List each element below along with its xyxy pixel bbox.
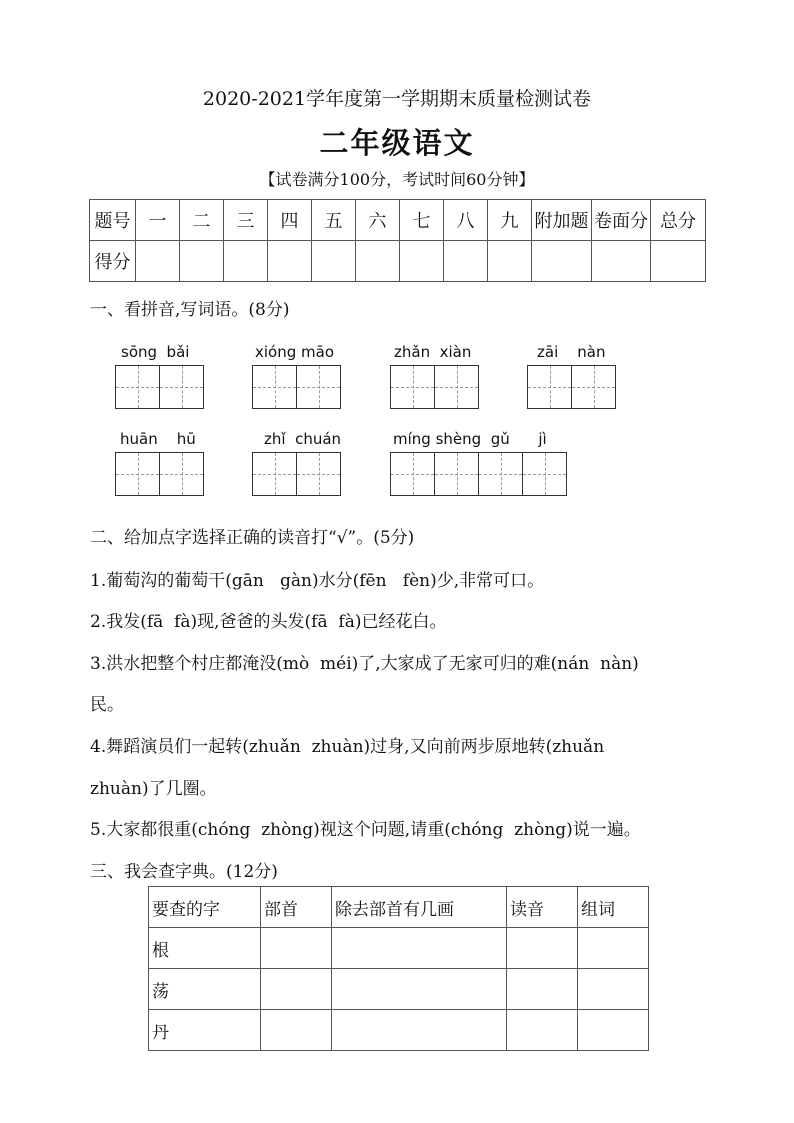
writing-box[interactable] [296,365,341,409]
score-cell[interactable] [136,241,180,282]
dictionary-char: 根 [149,928,261,969]
pinyin-label: huān hū [120,430,196,448]
writing-grid[interactable] [390,452,567,496]
score-cell[interactable] [180,241,224,282]
writing-box[interactable] [478,452,523,496]
writing-box[interactable] [115,452,160,496]
question-2: 2.我发(fā fà)现,爸爸的头发(fā fà)已经花白。 [90,612,447,632]
answer-cell[interactable] [332,969,507,1010]
score-cell[interactable] [444,241,488,282]
dictionary-column-header: 要查的字 [149,887,261,928]
pinyin-label: zhǎn xiàn [394,343,472,361]
writing-box[interactable] [434,365,479,409]
writing-grid[interactable] [390,365,479,409]
answer-cell[interactable] [261,969,332,1010]
answer-cell[interactable] [578,1010,649,1051]
exam-subtitle: 2020-2021学年度第一学期期末质量检测试卷 [202,88,592,110]
table-row [149,1010,649,1051]
question-1: 1.葡萄沟的葡萄干(gān gàn)水分(fēn fèn)少,非常可口。 [90,571,545,591]
writing-box[interactable] [159,452,204,496]
score-cell[interactable] [532,241,592,282]
score-row-label: 得分 [90,241,136,282]
section1-heading: 一、看拼音,写词语。(8分) [90,300,290,320]
score-header-cell: 七 [400,200,444,241]
question-3-line2: 民。 [90,695,124,715]
answer-cell[interactable] [507,969,578,1010]
pinyin-label: zāi nàn [537,343,606,361]
writing-grid[interactable] [115,452,204,496]
writing-box[interactable] [390,452,435,496]
writing-box[interactable] [434,452,479,496]
score-header-cell: 题号 [90,200,136,241]
score-header-cell: 三 [224,200,268,241]
score-header-cell: 二 [180,200,224,241]
score-cell[interactable] [312,241,356,282]
writing-box[interactable] [522,452,567,496]
score-cell[interactable] [592,241,651,282]
writing-box[interactable] [390,365,435,409]
exam-note: 【试卷满分100分，考试时间60分钟】 [259,170,535,189]
writing-box[interactable] [571,365,616,409]
score-cell[interactable] [400,241,444,282]
score-cell[interactable] [224,241,268,282]
answer-cell[interactable] [261,1010,332,1051]
score-header-cell: 总分 [651,200,706,241]
score-header-cell: 九 [488,200,532,241]
score-table-score-row [90,241,706,282]
pinyin-label: sōng bǎi [121,343,190,361]
dictionary-table [148,886,649,1051]
score-cell[interactable] [488,241,532,282]
section3-heading: 三、我会查字典。(12分) [90,862,278,882]
pinyin-label: zhǐ chuán [264,430,342,448]
pinyin-label: míng shèng gǔ jì [393,430,547,448]
exam-title: 二年级语文 [319,126,475,160]
writing-box[interactable] [252,452,297,496]
pinyin-label: xióng māo [255,343,334,361]
answer-cell[interactable] [507,928,578,969]
score-cell[interactable] [651,241,706,282]
question-4-line1: 4.舞蹈演员们一起转(zhuǎn zhuàn)过身,又向前两步原地转(zhuǎn [90,737,605,757]
score-cell[interactable] [268,241,312,282]
dictionary-header-row [149,887,649,928]
writing-box[interactable] [296,452,341,496]
writing-box[interactable] [527,365,572,409]
writing-grid[interactable] [527,365,616,409]
writing-box[interactable] [252,365,297,409]
answer-cell[interactable] [261,928,332,969]
dictionary-column-header: 组词 [578,887,649,928]
answer-cell[interactable] [332,1010,507,1051]
score-table [89,199,706,282]
answer-cell[interactable] [332,928,507,969]
score-header-cell: 八 [444,200,488,241]
question-5: 5.大家都很重(chóng zhòng)视这个问题,请重(chóng zhòng)说一遍。 [90,820,641,840]
writing-box[interactable] [159,365,204,409]
score-cell[interactable] [356,241,400,282]
table-row [149,928,649,969]
question-4-line2: zhuàn)了几圈。 [90,779,217,799]
score-header-cell: 一 [136,200,180,241]
dictionary-char: 丹 [149,1010,261,1051]
score-header-cell: 卷面分 [592,200,651,241]
question-3-line1: 3.洪水把整个村庄都淹没(mò méi)了,大家成了无家可归的难(nán nàn) [90,654,639,674]
section2-heading: 二、给加点字选择正确的读音打“√”。(5分) [90,528,415,548]
score-table-header-row [90,200,706,241]
score-header-cell: 附加题 [532,200,592,241]
score-header-cell: 五 [312,200,356,241]
table-row [149,969,649,1010]
dictionary-column-header: 读音 [507,887,578,928]
dictionary-column-header: 部首 [261,887,332,928]
score-header-cell: 六 [356,200,400,241]
writing-grid[interactable] [252,452,341,496]
writing-grid[interactable] [252,365,341,409]
answer-cell[interactable] [578,969,649,1010]
dictionary-char: 荡 [149,969,261,1010]
score-header-cell: 四 [268,200,312,241]
writing-grid[interactable] [115,365,204,409]
writing-box[interactable] [115,365,160,409]
dictionary-column-header: 除去部首有几画 [332,887,507,928]
answer-cell[interactable] [578,928,649,969]
answer-cell[interactable] [507,1010,578,1051]
